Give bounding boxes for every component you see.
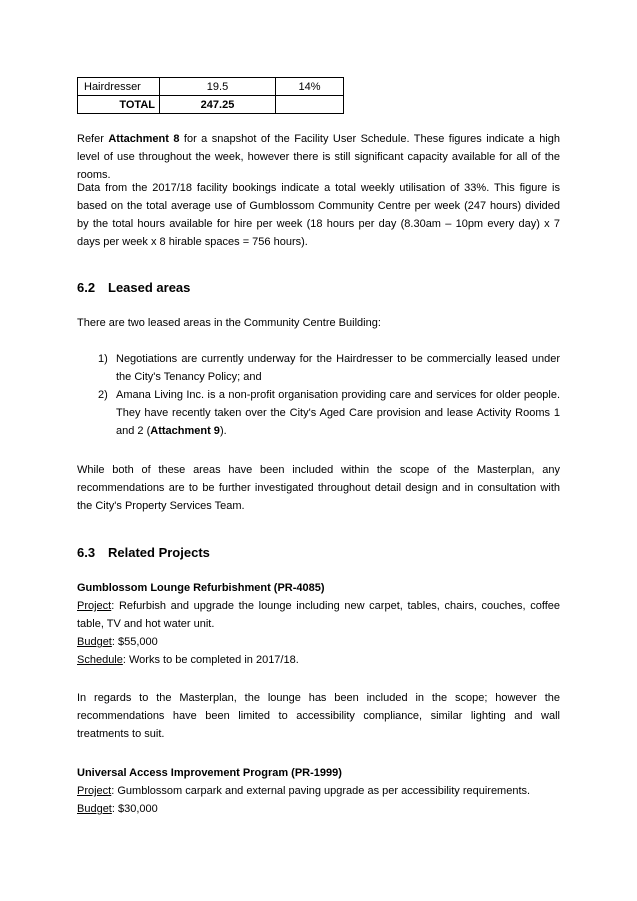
table-cell-room: Hairdresser: [78, 78, 160, 96]
project-description: [77, 597, 560, 633]
budget-label: Budget: [77, 803, 112, 815]
project-description: [77, 782, 560, 800]
section-heading-6-3: [77, 545, 210, 561]
usage-table: [77, 77, 344, 114]
table-row-total: [78, 96, 344, 114]
budget-text: : $30,000: [111, 803, 158, 815]
project-text: : Gumblossom carpark and external paving upgrade as per accessibility requirements.: [111, 785, 531, 797]
table-cell-total-label: TOTAL: [78, 96, 160, 114]
paragraph-masterplan-note: In regards to the Masterplan, the lounge has been included in the scope; however the recommendations have been limited to accessibility compliance, similar lighting and wall treatments to suit.: [77, 692, 560, 740]
schedule-text: : Works to be completed in 2017/18.: [122, 654, 299, 666]
project-budget: [77, 633, 560, 651]
paragraph-text: for a snapshot of the Facility User Schedule. These figures indicate a high level of use throughout the week, however there is still significant capacity available for all of the rooms.: [77, 133, 560, 181]
list-marker: 2): [98, 389, 108, 401]
section-number: 6.2: [77, 280, 96, 295]
list-item: [77, 350, 560, 386]
attachment-reference: Attachment 8: [108, 133, 180, 145]
budget-label: Budget: [77, 636, 112, 648]
budget-text: : $55,000: [111, 636, 158, 648]
schedule-label: Schedule: [77, 654, 123, 666]
paragraph-text: Refer: [77, 133, 109, 145]
table-cell-hours: 19.5: [160, 78, 276, 96]
list-item: [77, 386, 560, 440]
project-label: Project: [77, 600, 112, 612]
project-label: Project: [77, 785, 112, 797]
list-item-text: Amana Living Inc. is a non-profit organisation providing care and services for older people. They have recently taken over the City's Aged Care provision and lease Activity Rooms 1 and 2 (: [116, 389, 560, 437]
project-budget: [77, 800, 560, 818]
paragraph-leased-closing: While both of these areas have been included within the scope of the Masterplan, any recommendations are to be further investigated throughout detail design and in consultation with the City's Property Services Team.: [77, 464, 560, 512]
section-title: Leased areas: [108, 280, 191, 295]
project-heading-lounge: Gumblossom Lounge Refurbishment (PR-4085): [77, 582, 325, 594]
table-cell-percent: 14%: [276, 78, 344, 96]
project-schedule: [77, 651, 560, 669]
leased-areas-list: [77, 350, 560, 440]
section-heading-6-2: [77, 280, 190, 296]
section-title: Related Projects: [108, 545, 210, 560]
project-text: : Refurbish and upgrade the lounge including new carpet, tables, chairs, couches, coffee table, TV and hot water unit.: [77, 600, 560, 630]
attachment-reference: Attachment 9: [150, 425, 220, 437]
paragraph-leased-intro: There are two leased areas in the Community Centre Building:: [77, 317, 381, 329]
list-item-text: Negotiations are currently underway for the Hairdresser to be commercially leased under the City's Tenancy Policy; and: [116, 353, 560, 383]
paragraph-attachment-8: [77, 130, 560, 184]
project-heading-universal-access: Universal Access Improvement Program (PR-1999): [77, 767, 342, 779]
table-cell-total-percent: [276, 96, 344, 114]
list-marker: 1): [98, 353, 108, 365]
paragraph-utilisation: Data from the 2017/18 facility bookings indicate a total weekly utilisation of 33%. This figure is based on the total average use of Gumblossom Community Centre per week (247 hours) divided by the total hours available for hire per week (18 hours per day (8.30am – 10pm every day) x 7 days per week x 8 hirable spaces = 756 hours).: [77, 182, 560, 248]
section-number: 6.3: [77, 545, 96, 560]
table-row: [78, 78, 344, 96]
list-item-text: ).: [219, 425, 227, 437]
table-cell-total-hours: 247.25: [160, 96, 276, 114]
